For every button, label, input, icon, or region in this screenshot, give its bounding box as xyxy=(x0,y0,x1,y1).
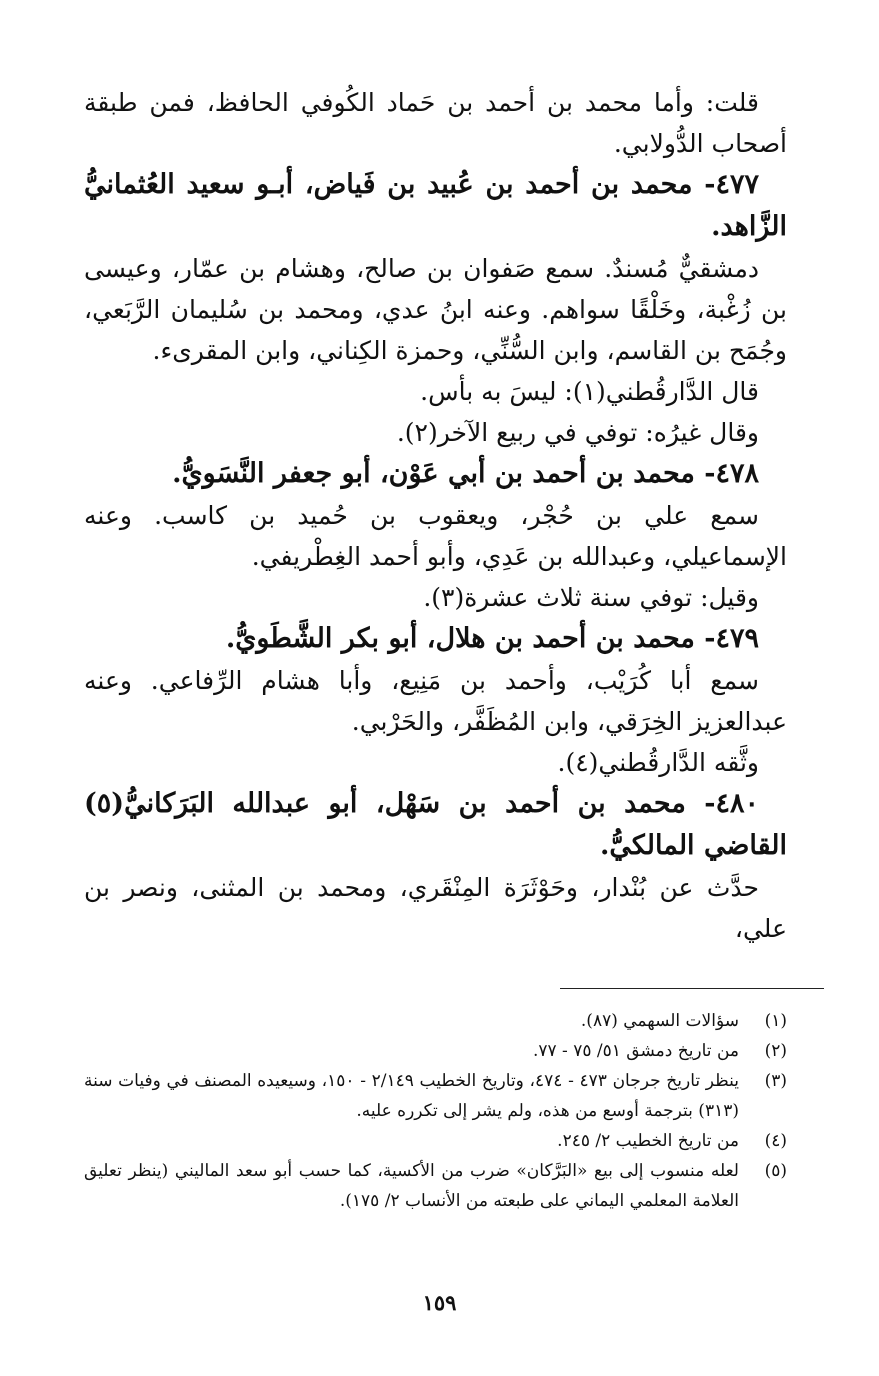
footnote xyxy=(84,1006,787,1036)
paragraph: سمع علي بن حُجْر، ويعقوب بن حُميد بن كاسب. وعنه الإسماعيلي، وعبدالله بن عَدِي، وأبو أحمد الغِطْريفي. xyxy=(84,501,787,571)
footnote-text: من تاريخ الخطيب ٢/ ٢٤٥. xyxy=(557,1131,739,1151)
footnote xyxy=(84,1036,787,1066)
footnote-text: من تاريخ دمشق ٥١/ ٧٥ - ٧٧. xyxy=(532,1041,739,1061)
footnote-text: ينظر تاريخ جرجان ٤٧٣ - ٤٧٤، وتاريخ الخطيب ٢/١٤٩ - ١٥٠، وسيعيده المصنف في وفيات سنة (٣١٣) بترجمة أوسع من هذه، ولم يشر إلى تكرره عليه. xyxy=(84,1071,739,1121)
paragraph: حدَّث عن بُنْدار، وحَوْثَرَة المِنْقَري، ومحمد بن المثنى، ونصر بن علي، xyxy=(84,873,787,943)
paragraph: وقيل: توفي سنة ثلاث عشرة(٣). xyxy=(423,583,759,612)
footnote-number: (٢) xyxy=(764,1041,787,1061)
entry-heading-479: ٤٧٩- محمد بن أحمد بن هلال، أبو بكر الشَّطَويُّ. xyxy=(225,623,759,654)
footnote-divider xyxy=(560,988,824,989)
page-number: ١٥٩ xyxy=(422,1290,457,1315)
paragraph: دمشقيٌّ مُسندٌ. سمع صَفوان بن صالح، وهشام بن عمّار، وعيسى بن زُغْبة، وخَلْقًا سواهم. وعنه ابنُ عدي، ومحمد بن سُليمان الرَّبَعي، وجُمَح بن القاسم، وابن السُّنِّي، وحمزة الكِناني، وابن المقرىء. xyxy=(84,254,787,365)
paragraph: وقال غيرُه: توفي في ربيع الآخر(٢). xyxy=(396,418,759,447)
main-text xyxy=(84,82,787,949)
footnote xyxy=(84,1156,787,1216)
entry-heading-480: ٤٨٠- محمد بن أحمد بن سَهْل، أبو عبدالله البَرَكانيُّ(٥) القاضي المالكيُّ. xyxy=(84,788,787,861)
paragraph: قال الدَّارقُطني(١): ليسَ به بأس. xyxy=(420,377,759,406)
footnotes xyxy=(84,1006,787,1216)
footnote-number: (٥) xyxy=(764,1161,787,1181)
footnote-text: سؤالات السهمي (٨٧). xyxy=(580,1011,739,1031)
paragraph: سمع أبا كُرَيْب، وأحمد بن مَنِيع، وأبا هشام الرِّفاعي. وعنه عبدالعزيز الخِرَقي، وابن المُظَفَّر، والحَرْبي. xyxy=(84,666,787,736)
paragraph: قلت: وأما محمد بن أحمد بن حَماد الكُوفي الحافظ، فمن طبقة أصحاب الدُّولابي. xyxy=(84,88,787,158)
footnote-number: (٣) xyxy=(764,1071,787,1091)
footnote-text: لعله منسوب إلى بيع «البَرَّكان» ضرب من الأكسية، كما حسب أبو سعد الماليني (ينظر تعليق العلامة المعلمي اليماني على طبعته من الأنساب ٢/ ١٧٥). xyxy=(84,1161,739,1211)
paragraph: وثَّقه الدَّارقُطني(٤). xyxy=(557,748,759,777)
entry-heading-477: ٤٧٧- محمد بن أحمد بن عُبيد بن فَياض، أبـو سعيد العُثمانيُّ الزَّاهد. xyxy=(84,169,787,242)
footnote-number: (٤) xyxy=(764,1131,787,1151)
footnote xyxy=(84,1066,787,1126)
entry-heading-478: ٤٧٨- محمد بن أحمد بن أبي عَوْن، أبو جعفر النَّسَويُّ. xyxy=(172,458,759,489)
footnote xyxy=(84,1126,787,1156)
footnote-number: (١) xyxy=(764,1011,787,1031)
